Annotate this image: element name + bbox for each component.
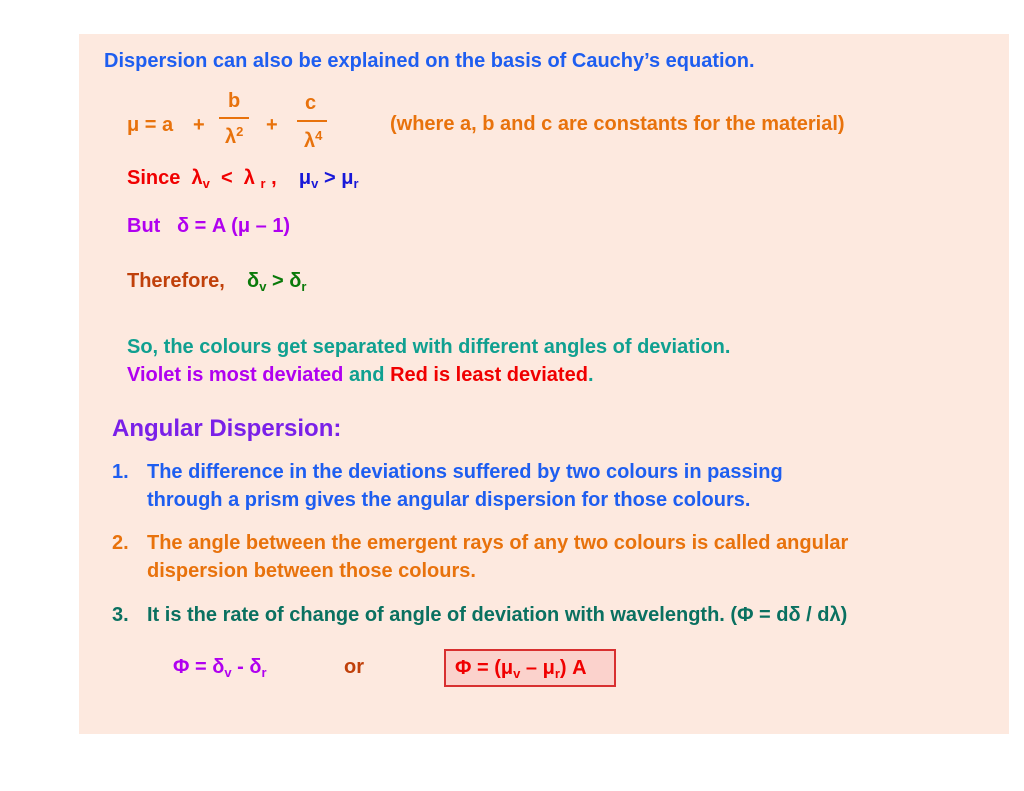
cauchy-denominator-2: $\lambda^4$ [304,128,323,152]
conclusion-line-2 [127,364,594,387]
conclusion-line-1: So, the colours get separated with different angles of deviation. [127,336,731,358]
but-line [127,215,290,238]
cauchy-lhs: μ = a [127,114,174,136]
cauchy-numerator-c: c [305,92,317,114]
since-line [127,167,359,191]
angular-dispersion-formula-1: $\Phi = \delta_v - \delta_r$ [173,656,267,680]
greater-than-sign: > [323,167,336,189]
and-word: and [348,364,385,386]
fraction-bar-2 [297,120,327,122]
since-label: Since [127,167,181,189]
cauchy-note: (where a, b and c are constants for the material) [390,113,845,135]
greater-than-sign-2: > [271,270,284,292]
point-2-line-1: The angle between the emergent rays of any two colours is called angular [147,532,849,554]
mu-v: $\mu_v$ [298,167,319,191]
point-1-line-2: through a prism gives the angular dispersion for those colours. [147,489,751,511]
cauchy-numerator-b: b [228,90,241,112]
point-2-line-2: dispersion between those colours. [147,560,476,582]
red-statement: Red is least deviated [390,364,588,386]
point-3-number: 3. [112,604,129,626]
mu-r: $\mu_r$ [341,167,359,191]
lambda-v: $\lambda_v$ [191,167,210,191]
fraction-bar-1 [219,117,249,119]
therefore-label: Therefore, [127,270,225,292]
angular-dispersion-formula-2: $\Phi = (\mu_v - \mu_r)$ A [455,657,587,681]
point-3-line-1: It is the rate of change of angle of deviation with wavelength. (Φ = dδ / dλ) [147,604,848,626]
point-1-line-1: The difference in the deviations suffered by two colours in passing [147,461,783,483]
lambda-r: λ $_r$ [243,167,266,191]
comma: , [271,167,277,189]
deviation-formula: δ = A (μ – 1) [177,215,291,237]
cauchy-plus-2: + [266,114,278,136]
less-than-sign: < [220,167,233,189]
therefore-line [127,270,306,294]
cauchy-denominator-1: $\lambda^2$ [225,124,244,148]
or-word: or [344,656,364,678]
point-2-number: 2. [112,532,129,554]
angular-dispersion-heading: Angular Dispersion: [112,415,342,442]
but-label: But [127,215,161,237]
point-1-number: 1. [112,461,129,483]
delta-v: $\delta_v$ [247,270,267,294]
cauchy-plus-1: + [193,114,205,136]
violet-statement: Violet is most deviated [127,364,344,386]
delta-r: $\delta_r$ [289,270,307,294]
intro-text: Dispersion can also be explained on the basis of Cauchy’s equation. [104,50,755,72]
period: . [587,364,594,386]
